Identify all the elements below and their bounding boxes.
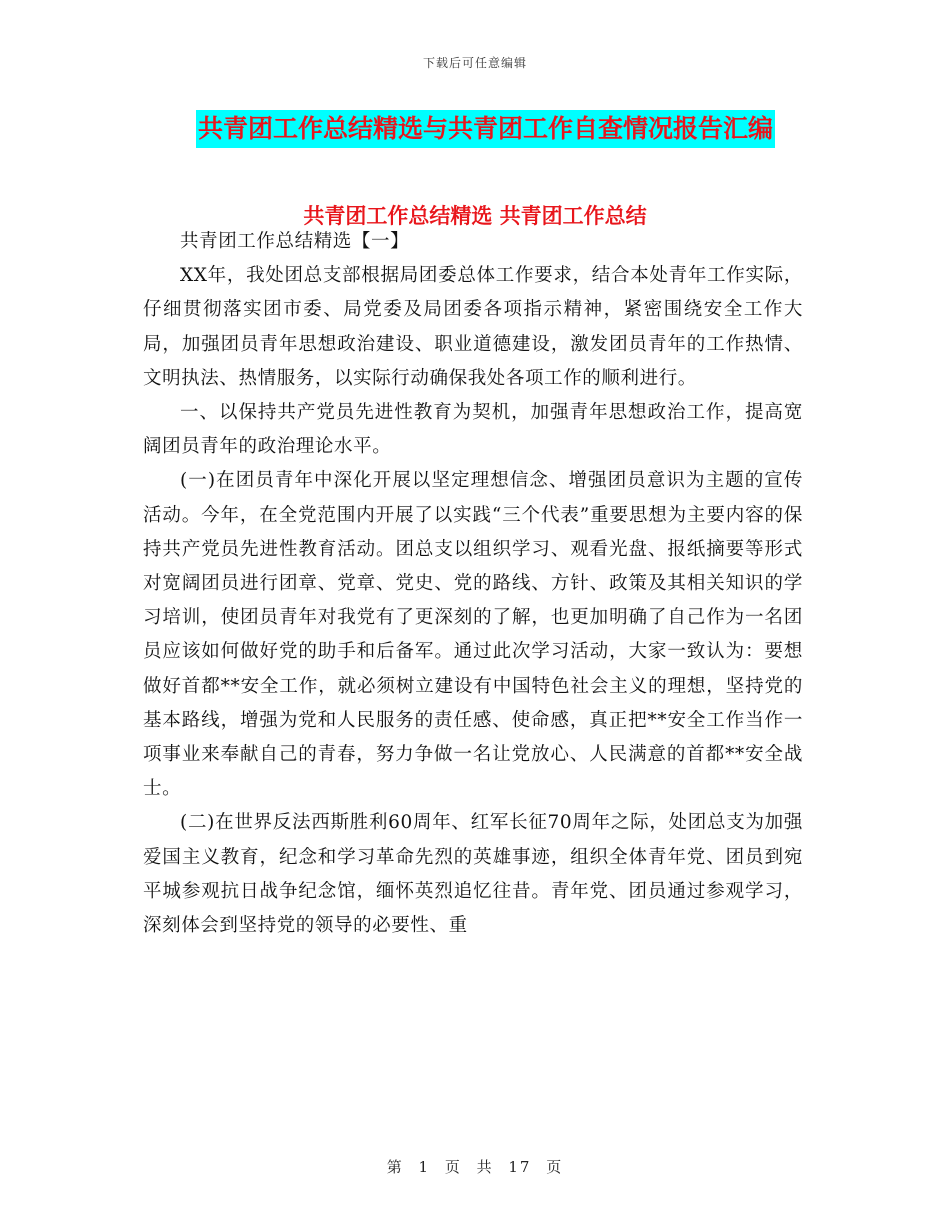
document-title: 共青团工作总结精选与共青团工作自查情况报告汇编 <box>196 110 775 148</box>
document-body <box>143 225 803 943</box>
paragraph-subheading: 共青团工作总结精选【一】 <box>180 231 410 252</box>
paragraph: (二)在世界反法西斯胜利60周年、红军长征70周年之际，处团总支为加强爱国主义教育，纪念和学习革命先烈的英雄事迹，组织全体青年党、团员到宛平城参观抗日战争纪念馆，缅怀英烈追忆往昔。青年党、团员通过参观学习，深刻体会到坚持党的领导的必要性、重 <box>143 812 803 937</box>
section-title: 共青团工作总结精选 共青团工作总结 <box>303 204 647 228</box>
paragraph: 一、以保持共产党员先进性教育为契机，加强青年思想政治工作，提高宽阔团员青年的政治理论水平。 <box>143 402 803 458</box>
paragraph: XX年，我处团总支部根据局团委总体工作要求，结合本处青年工作实际，仔细贯彻落实团市委、局党委及局团委各项指示精神，紧密围绕安全工作大局，加强团员青年思想政治建设、职业道德建设，激发团员青年的工作热情、文明执法、热情服务，以实际行动确保我处各项工作的顺利进行。 <box>143 265 803 389</box>
page-indicator: 第 1 页 共 17 页 <box>386 1158 564 1176</box>
paragraph: (一)在团员青年中深化开展以坚定理想信念、增强团员意识为主题的宣传活动。今年，在全党范围内开展了以实践“三个代表”重要思想为主要内容的保持共产党员先进性教育活动。团总支以组织学习、观看光盘、报纸摘要等形式对宽阔团员进行团章、党章、党史、党的路线、方针、政策及其相关知识的学习培训，使团员青年对我党有了更深刻的了解，也更加明确了自己作为一名团员应该如何做好党的助手和后备军。通过此次学习活动，大家一致认为：要想做好首都**安全工作，就必须树立建设有中国特色社会主义的理想，坚持党的基本路线，增强为党和人民服务的责任感、使命感，真正把**安全工作当作一项事业来奉献自己的青春，努力争做一名让党放心、人民满意的首都**安全战士。 <box>143 470 803 800</box>
header-note: 下载后可任意编辑 <box>422 56 527 70</box>
